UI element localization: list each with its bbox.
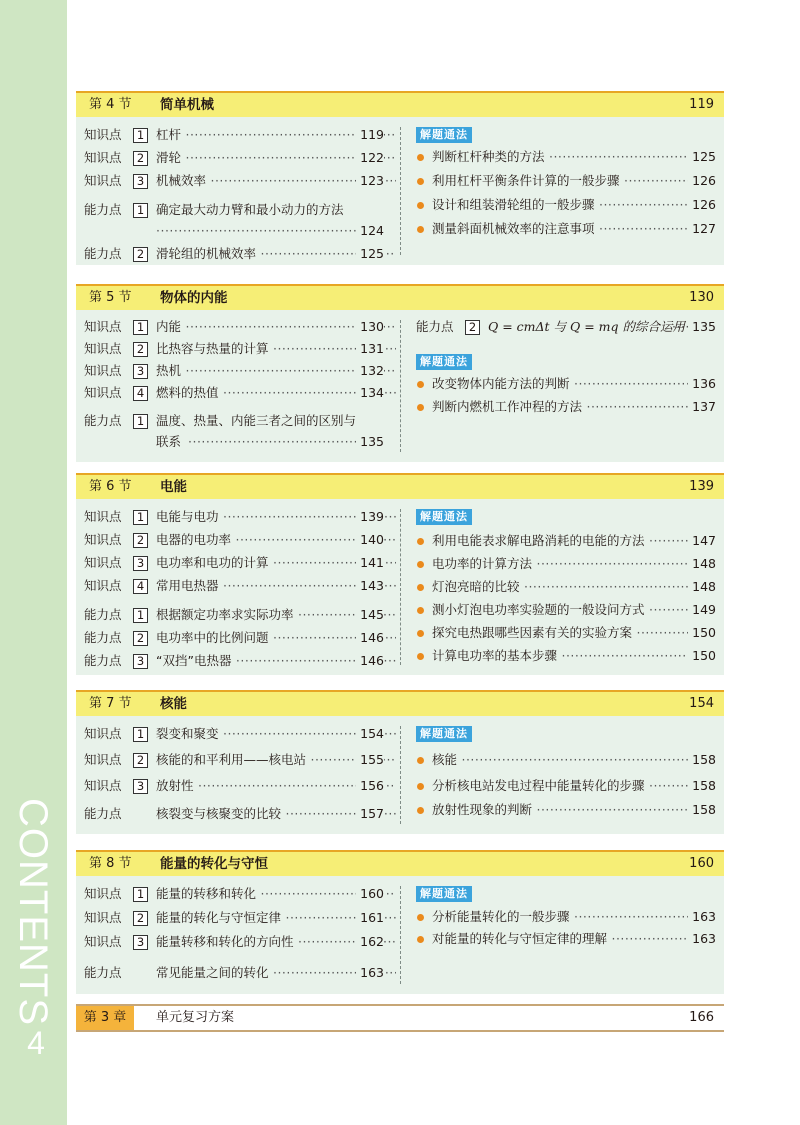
entry-label: 内能 ····· xyxy=(156,317,396,337)
entry-kind: 能力点 xyxy=(84,806,122,821)
entry-label: 电功率和电功的计算 ····· xyxy=(156,553,396,573)
entry-label: 电能与电功 ····· xyxy=(156,507,396,527)
toc-entry[interactable] xyxy=(416,317,716,337)
toc-entry[interactable] xyxy=(84,530,384,550)
method-entry[interactable] xyxy=(416,929,716,949)
method-entry[interactable] xyxy=(416,776,716,796)
entry-page: 146 xyxy=(356,628,384,648)
method-entry[interactable] xyxy=(416,531,716,551)
bullet-icon xyxy=(417,154,424,161)
method-page: 127 xyxy=(688,219,716,239)
toc-entry[interactable] xyxy=(84,339,384,359)
entry-page: 146 xyxy=(356,651,384,671)
bullet-icon xyxy=(417,381,424,388)
bullet-icon xyxy=(417,538,424,545)
entry-box: 2 xyxy=(133,631,148,646)
method-page: 125 xyxy=(688,147,716,167)
section-body xyxy=(76,876,724,994)
entry-box: 1 xyxy=(133,887,148,902)
entry-page: 155 xyxy=(356,750,384,770)
section-header[interactable] xyxy=(76,473,724,499)
section-header[interactable] xyxy=(76,91,724,117)
toc-entry[interactable] xyxy=(84,932,384,952)
entry-page: 134 xyxy=(356,383,384,403)
toc-entry[interactable] xyxy=(84,361,384,381)
bullet-icon xyxy=(417,561,424,568)
section-body xyxy=(76,117,724,265)
entry-label: 机械效率 ····· xyxy=(156,171,396,191)
entry-kind: 能力点 xyxy=(84,630,122,645)
bullet-icon xyxy=(417,226,424,233)
entry-label: 比热容与热量的计算 ····· xyxy=(156,339,396,359)
toc-entry[interactable] xyxy=(84,148,384,168)
entry-label: 温度、热量、内能三者之间的区别与 xyxy=(156,413,357,428)
entry-page: 124 xyxy=(356,221,384,241)
entry-page: 143 xyxy=(356,576,384,596)
entry-page: 119 xyxy=(356,125,384,145)
entry-box: 1 xyxy=(133,727,148,742)
method-page: 163 xyxy=(688,907,716,927)
method-page: 137 xyxy=(688,397,716,417)
entry-label: 确定最大动力臂和最小动力的方法 xyxy=(156,202,344,217)
method-entry[interactable] xyxy=(416,374,716,394)
entry-box: 3 xyxy=(133,556,148,571)
method-page: 126 xyxy=(688,171,716,191)
entry-label-line2: 联系 xyxy=(156,434,182,449)
entry-kind: 知识点 xyxy=(84,319,122,334)
toc-entry[interactable] xyxy=(84,628,384,648)
entry-page: 141 xyxy=(356,553,384,573)
entry-page: 145 xyxy=(356,605,384,625)
entry-kind: 知识点 xyxy=(84,910,122,925)
entry-kind: 知识点 xyxy=(84,363,122,378)
toc-entry[interactable] xyxy=(84,804,384,824)
method-label: 对能量的转化与守恒定律的理解 ····· xyxy=(432,929,707,949)
entry-kind: 能力点 xyxy=(84,607,122,622)
entry-kind: 知识点 xyxy=(84,886,122,901)
entry-kind: 能力点 xyxy=(84,246,122,261)
section-5 xyxy=(76,284,724,462)
section-title: 物体的内能 xyxy=(160,290,228,306)
entry-box: 1 xyxy=(133,128,148,143)
toc-entry[interactable] xyxy=(84,651,384,671)
method-label: 利用电能表求解电路消耗的电能的方法 ····· xyxy=(432,531,707,551)
method-page: 147 xyxy=(688,531,716,551)
entry-label: 杠杆 ····· xyxy=(156,125,396,145)
toc-entry[interactable] xyxy=(84,200,384,242)
method-label: 判断杠杆种类的方法 ····· xyxy=(432,147,707,167)
method-page: 148 xyxy=(688,554,716,574)
chapter-number: 第 3 章 xyxy=(76,1006,134,1030)
entry-box: 1 xyxy=(133,203,148,218)
method-page: 158 xyxy=(688,776,716,796)
entry-page: 163 xyxy=(356,963,384,983)
section-page: 154 xyxy=(689,696,714,711)
toc-entry[interactable] xyxy=(84,507,384,527)
section-6 xyxy=(76,473,724,675)
method-label: 分析能量转化的一般步骤 ····· xyxy=(432,907,707,927)
entry-kind: 知识点 xyxy=(84,752,122,767)
section-body xyxy=(76,310,724,462)
section-page: 130 xyxy=(689,290,714,305)
entry-label: 核裂变与核聚变的比较 ····· xyxy=(156,804,396,824)
toc-entry[interactable] xyxy=(84,908,384,928)
column-divider xyxy=(400,886,401,984)
method-page: 163 xyxy=(688,929,716,949)
toc-entry[interactable] xyxy=(84,750,384,770)
method-label: 核能 ····· xyxy=(432,750,707,770)
entry-label: 常用电热器 ····· xyxy=(156,576,396,596)
method-entry[interactable] xyxy=(416,195,716,215)
entry-page: 156 xyxy=(356,776,384,796)
entry-box: 2 xyxy=(133,911,148,926)
section-4 xyxy=(76,91,724,265)
entry-kind: 知识点 xyxy=(84,578,122,593)
entry-label: 放射性 ····· xyxy=(156,776,396,796)
leader-dots xyxy=(156,221,356,241)
method-entry[interactable] xyxy=(416,623,716,643)
entry-page: 132 xyxy=(356,361,384,381)
bullet-icon xyxy=(417,178,424,185)
bullet-icon xyxy=(417,202,424,209)
bullet-icon xyxy=(417,607,424,614)
section-body xyxy=(76,499,724,675)
method-page: 126 xyxy=(688,195,716,215)
method-page: 158 xyxy=(688,750,716,770)
column-divider xyxy=(400,320,401,452)
entry-label: 常见能量之间的转化 ····· xyxy=(156,963,396,983)
toc-entry[interactable] xyxy=(84,383,384,403)
entry-page: 162 xyxy=(356,932,384,952)
toc-entry[interactable] xyxy=(84,244,384,264)
entry-label: 裂变和聚变 ····· xyxy=(156,724,396,744)
bullet-icon xyxy=(417,404,424,411)
entry-label: 电功率中的比例问题 ····· xyxy=(156,628,396,648)
method-label: 利用杠杆平衡条件计算的一般步骤 ····· xyxy=(432,171,707,191)
method-entry[interactable] xyxy=(416,554,716,574)
column-divider xyxy=(400,509,401,665)
section-title: 能量的转化与守恒 xyxy=(160,856,268,872)
entry-label: 燃料的热值 ····· xyxy=(156,383,396,403)
method-entry[interactable] xyxy=(416,750,716,770)
section-number: 第 6 节 xyxy=(89,479,132,494)
toc-entry[interactable] xyxy=(84,776,384,796)
method-entry[interactable] xyxy=(416,171,716,191)
method-entry[interactable] xyxy=(416,800,716,820)
bullet-icon xyxy=(417,653,424,660)
method-entry[interactable] xyxy=(416,397,716,417)
entry-kind: 知识点 xyxy=(84,341,122,356)
contents-vertical-label xyxy=(6,792,66,1062)
chapter-review-row[interactable] xyxy=(76,1004,724,1032)
section-header[interactable] xyxy=(76,284,724,310)
section-title: 电能 xyxy=(160,479,187,495)
method-page: 148 xyxy=(688,577,716,597)
entry-page: 122 xyxy=(356,148,384,168)
entry-kind: 能力点 xyxy=(84,413,122,428)
bullet-icon xyxy=(417,807,424,814)
entry-kind: 知识点 xyxy=(84,127,122,142)
entry-kind: 知识点 xyxy=(84,385,122,400)
bullet-icon xyxy=(417,630,424,637)
chapter-page: 166 xyxy=(689,1010,714,1025)
section-8 xyxy=(76,850,724,994)
method-entry[interactable] xyxy=(416,219,716,239)
toc-entry[interactable] xyxy=(84,605,384,625)
entry-box: 2 xyxy=(133,247,148,262)
method-page: 149 xyxy=(688,600,716,620)
entry-kind: 知识点 xyxy=(84,778,122,793)
method-page: 136 xyxy=(688,374,716,394)
bullet-icon xyxy=(417,783,424,790)
entry-kind: 能力点 xyxy=(416,319,454,334)
entry-label: 能量的转化与守恒定律 ····· xyxy=(156,908,396,928)
entry-kind: 知识点 xyxy=(84,934,122,949)
section-page: 139 xyxy=(689,479,714,494)
entry-kind: 能力点 xyxy=(84,202,122,217)
page-number: 4 xyxy=(27,1025,45,1061)
entry-kind: 知识点 xyxy=(84,509,122,524)
leader-dots xyxy=(188,432,358,452)
entry-kind: 知识点 xyxy=(84,532,122,547)
entry-label: 核能的和平利用——核电站 ····· xyxy=(156,750,396,770)
entry-kind: 能力点 xyxy=(84,965,122,980)
entry-page: 130 xyxy=(356,317,384,337)
section-title: 核能 xyxy=(160,696,187,712)
entry-label: “双挡”电热器 ····· xyxy=(156,651,396,671)
section-header[interactable] xyxy=(76,690,724,716)
entry-box: 4 xyxy=(133,386,148,401)
method-label: 计算电功率的基本步骤 ····· xyxy=(432,646,707,666)
entry-page: 125 xyxy=(356,244,384,264)
bullet-icon xyxy=(417,584,424,591)
section-number: 第 8 节 xyxy=(89,856,132,871)
entry-label: 根据额定功率求实际功率 ····· xyxy=(156,605,396,625)
entry-page: 161 xyxy=(356,908,384,928)
toc-entry[interactable] xyxy=(84,171,384,191)
entry-label: 滑轮 ····· xyxy=(156,148,396,168)
method-label: 探究电热跟哪些因素有关的实验方案 ····· xyxy=(432,623,707,643)
method-tag: 解题通法 xyxy=(416,509,472,525)
toc-entry[interactable] xyxy=(84,125,384,145)
entry-box: 3 xyxy=(133,779,148,794)
entry-box: 2 xyxy=(133,533,148,548)
entry-box: 3 xyxy=(133,654,148,669)
section-7 xyxy=(76,690,724,834)
entry-box: 1 xyxy=(133,608,148,623)
entry-page: 131 xyxy=(356,339,384,359)
entry-kind: 知识点 xyxy=(84,150,122,165)
toc-entry[interactable] xyxy=(84,553,384,573)
entry-page: 154 xyxy=(356,724,384,744)
toc-entry[interactable] xyxy=(84,411,384,453)
column-divider xyxy=(400,726,401,824)
bullet-icon xyxy=(417,757,424,764)
entry-box: 3 xyxy=(133,364,148,379)
entry-box: 3 xyxy=(133,174,148,189)
column-divider xyxy=(400,127,401,255)
chapter-title: 单元复习方案 xyxy=(156,1010,235,1025)
section-page: 160 xyxy=(689,856,714,871)
entry-label: 能量的转移和转化 ····· xyxy=(156,884,396,904)
entry-box: 2 xyxy=(133,342,148,357)
section-header[interactable] xyxy=(76,850,724,876)
toc-entry[interactable] xyxy=(84,317,384,337)
method-entry[interactable] xyxy=(416,907,716,927)
section-title: 简单机械 xyxy=(160,97,214,113)
toc-entry[interactable] xyxy=(84,884,384,904)
toc-entry[interactable] xyxy=(84,576,384,596)
entry-label: 热机 ····· xyxy=(156,361,396,381)
method-page: 150 xyxy=(688,623,716,643)
section-number: 第 7 节 xyxy=(89,696,132,711)
method-entry[interactable] xyxy=(416,147,716,167)
entry-page: 139 xyxy=(356,507,384,527)
entry-box: 4 xyxy=(133,579,148,594)
entry-label: 滑轮组的机械效率 ····· xyxy=(156,244,396,264)
section-number: 第 4 节 xyxy=(89,97,132,112)
method-label: 电功率的计算方法 ····· xyxy=(432,554,707,574)
method-label: 灯泡亮暗的比较 ····· xyxy=(432,577,707,597)
section-page: 119 xyxy=(689,97,714,112)
entry-page: 160 xyxy=(356,884,384,904)
entry-label: Q = cmΔt 与 Q = mq 的综合运用 xyxy=(488,319,686,334)
entry-box: 2 xyxy=(133,151,148,166)
section-body xyxy=(76,716,724,834)
method-entry[interactable] xyxy=(416,600,716,620)
entry-box: 2 xyxy=(133,753,148,768)
entry-box: 3 xyxy=(133,935,148,950)
entry-label: 能量转移和转化的方向性 ····· xyxy=(156,932,396,952)
method-label: 放射性现象的判断 ····· xyxy=(432,800,707,820)
contents-word: CONTENTS xyxy=(11,798,55,1026)
toc-entry[interactable] xyxy=(84,724,384,744)
method-page: 150 xyxy=(688,646,716,666)
entry-page: 140 xyxy=(356,530,384,550)
bullet-icon xyxy=(417,914,424,921)
entry-page: 135 xyxy=(356,432,384,452)
method-label: 测量斜面机械效率的注意事项 ····· xyxy=(432,219,707,239)
method-tag: 解题通法 xyxy=(416,354,472,370)
method-page: 158 xyxy=(688,800,716,820)
entry-box: 1 xyxy=(133,510,148,525)
entry-kind: 能力点 xyxy=(84,653,122,668)
method-label: 设计和组装滑轮组的一般步骤 ····· xyxy=(432,195,707,215)
entry-kind: 知识点 xyxy=(84,726,122,741)
entry-page: 135 xyxy=(688,317,716,337)
entry-page: 123 xyxy=(356,171,384,191)
toc-entry[interactable] xyxy=(84,963,384,983)
method-label: 分析核电站发电过程中能量转化的步骤 ····· xyxy=(432,776,707,796)
method-tag: 解题通法 xyxy=(416,127,472,143)
entry-kind: 知识点 xyxy=(84,555,122,570)
entry-box: 1 xyxy=(133,320,148,335)
method-entry[interactable] xyxy=(416,646,716,666)
method-label: 测小灯泡电功率实验题的一般设问方式 ····· xyxy=(432,600,707,620)
entry-kind: 知识点 xyxy=(84,173,122,188)
entry-box: 2 xyxy=(465,320,480,335)
entry-label: 电器的电功率 ····· xyxy=(156,530,396,550)
method-label: 改变物体内能方法的判断 ····· xyxy=(432,374,707,394)
method-label: 判断内燃机工作冲程的方法 ····· xyxy=(432,397,707,417)
entry-box: 1 xyxy=(133,414,148,429)
method-tag: 解题通法 xyxy=(416,726,472,742)
method-entry[interactable] xyxy=(416,577,716,597)
entry-page: 157 xyxy=(356,804,384,824)
section-number: 第 5 节 xyxy=(89,290,132,305)
method-tag: 解题通法 xyxy=(416,886,472,902)
bullet-icon xyxy=(417,936,424,943)
